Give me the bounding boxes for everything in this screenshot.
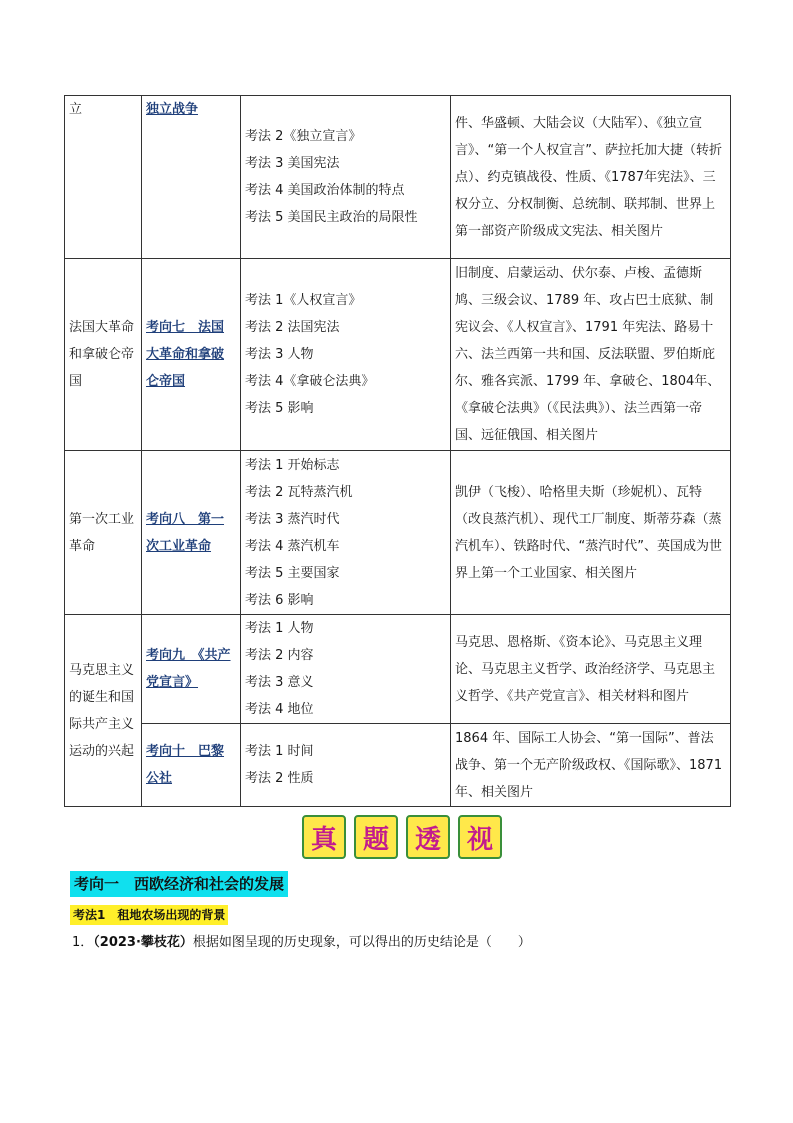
keywords-cell: 旧制度、启蒙运动、伏尔泰、卢梭、孟德斯鸠、三级会议、1789 年、攻占巴士底狱、制宪议会、《人权宣言》、1791 年宪法、路易十六、法兰西第一共和国、反法联盟、罗伯斯庇尔、雅各宾派、1799 年、拿破仑、1804年、《拿破仑法典》（《民法典》）、法兰西第一帝国、远征俄国、相关图片: [451, 259, 731, 451]
method-item: 考法 1《人权宣言》: [245, 293, 362, 308]
table-row: [65, 259, 731, 451]
keywords-cell: 1864 年、国际工人协会、“第一国际”、普法战争、第一个无产阶级政权、《国际歌》、1871 年、相关图片: [451, 724, 731, 807]
banner-char: 视: [458, 815, 502, 859]
table-row: [65, 615, 731, 724]
keywords-cell: 件、华盛顿、大陆会议（大陆军）、《独立宣言》、“第一个人权宣言”、萨拉托加大捷（转折点）、约克镇战役、性质、《1787年宪法》、三权分立、分权制衡、总统制、联邦制、世界上第一部资产阶级成文宪法、相关图片: [451, 96, 731, 259]
keywords-cell: 凯伊（飞梭）、哈格里夫斯（珍妮机）、瓦特（改良蒸汽机）、现代工厂制度、斯蒂芬森（蒸汽机车）、铁路时代、“蒸汽时代”、英国成为世界上第一个工业国家、相关图片: [451, 451, 731, 615]
question-source: （2023·攀枝花）: [93, 935, 193, 950]
method-item: 考法 2 瓦特蒸汽机: [245, 484, 353, 500]
topic-cell: [142, 615, 241, 724]
subsection-heading: 考法1 租地农场出现的背景: [70, 905, 228, 925]
method-item: 考法 4 地位: [245, 702, 314, 717]
question-1: [72, 933, 531, 953]
method-item: 考法 4 蒸汽机车: [245, 538, 340, 554]
topic-link[interactable]: 考向十 巴黎公社: [146, 744, 225, 786]
method-cell: [241, 451, 451, 615]
topic-cell: [142, 259, 241, 451]
topic-link[interactable]: 独立战争: [146, 102, 199, 117]
method-cell: [241, 724, 451, 807]
question-text: 根据如图呈现的历史现象，可以得出的历史结论是（ ）: [192, 935, 531, 950]
keywords-cell: 马克思、恩格斯、《资本论》、马克思主义理论、马克思主义哲学、政治经济学、马克思主义哲学、《共产党宣言》、相关材料和图片: [451, 615, 731, 724]
method-item: 考法 3 意义: [245, 675, 314, 690]
method-item: 考法 2 法国宪法: [245, 320, 340, 335]
method-item: 考法 3 蒸汽时代: [245, 511, 340, 527]
unit-cell: 马克思主义的诞生和国际共产主义运动的兴起: [65, 615, 142, 807]
topic-cell: [142, 451, 241, 615]
method-item: 考法 2《独立宣言》: [245, 129, 362, 144]
topic-link[interactable]: 考向七 法国大革命和拿破仑帝国: [146, 320, 225, 389]
method-item: 考法 1 时间: [245, 744, 314, 759]
method-item: 考法 5 主要国家: [245, 565, 340, 581]
method-item: 考法 3 人物: [245, 347, 314, 362]
question-number: 1．: [72, 935, 94, 950]
banner-char: 真: [302, 815, 346, 859]
method-item: 考法 4《拿破仑法典》: [245, 374, 375, 389]
zhenti-toushi-banner: [302, 815, 502, 859]
method-item: 考法 2 性质: [245, 771, 314, 786]
table-row: [65, 96, 731, 259]
method-cell: [241, 259, 451, 451]
table-row: [65, 724, 731, 807]
method-item: 考法 5 美国民主政治的局限性: [245, 210, 418, 225]
unit-cell: 立: [65, 96, 142, 259]
unit-cell: 法国大革命和拿破仑帝国: [65, 259, 142, 451]
section-heading: 考向一 西欧经济和社会的发展: [70, 871, 288, 897]
topic-cell: [142, 96, 241, 259]
method-item: 考法 1 开始标志: [245, 457, 340, 473]
unit-cell: 第一次工业革命: [65, 451, 142, 615]
method-item: 考法 3 美国宪法: [245, 156, 340, 171]
method-item: 考法 6 影响: [245, 592, 314, 608]
topic-link[interactable]: 考向八 第一次工业革命: [146, 511, 225, 554]
method-item: 考法 5 影响: [245, 401, 314, 416]
exam-topics-table: [64, 95, 731, 807]
topic-cell: [142, 724, 241, 807]
banner-char: 题: [354, 815, 398, 859]
method-item: 考法 1 人物: [245, 621, 314, 636]
banner-char: 透: [406, 815, 450, 859]
table-row: [65, 451, 731, 615]
method-cell: [241, 615, 451, 724]
topic-link[interactable]: 考向九 《共产党宣言》: [146, 648, 231, 690]
method-item: 考法 4 美国政治体制的特点: [245, 183, 405, 198]
method-item: 考法 2 内容: [245, 648, 314, 663]
method-cell: [241, 96, 451, 259]
